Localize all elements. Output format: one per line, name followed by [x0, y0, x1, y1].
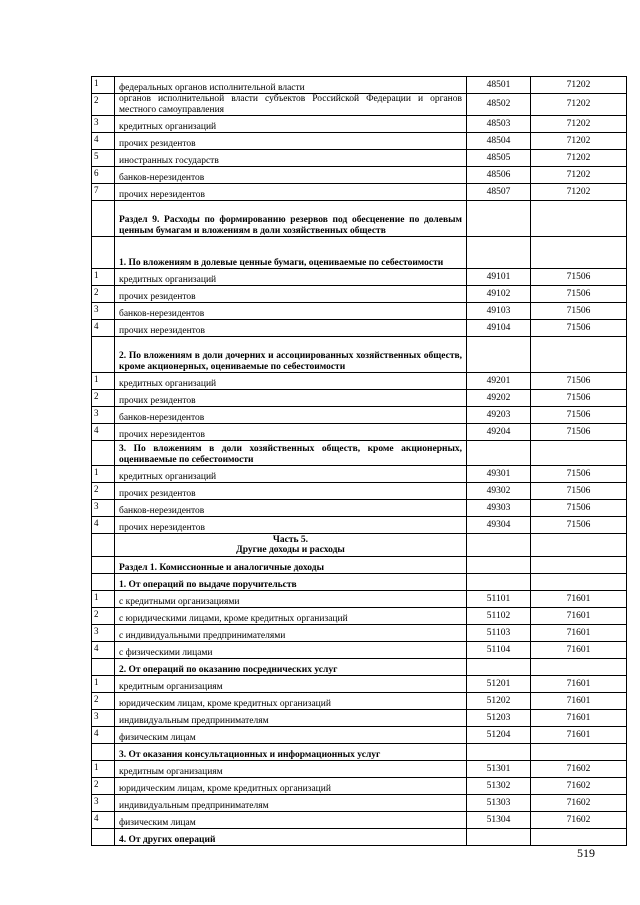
row-number-empty	[92, 574, 115, 591]
table-row	[92, 812, 627, 829]
row-code: 48501	[467, 77, 531, 94]
table-row	[92, 150, 627, 167]
row-account: 71602	[531, 761, 627, 778]
row-code: 51103	[467, 625, 531, 642]
row-code: 49302	[467, 483, 531, 500]
table-row	[92, 591, 627, 608]
row-account: 71506	[531, 500, 627, 517]
row-code-empty	[467, 534, 531, 557]
table-row	[92, 269, 627, 286]
row-number: 2	[92, 286, 115, 303]
row-account: 71202	[531, 94, 627, 116]
row-description: кредитных организаций	[115, 269, 467, 286]
row-number-empty	[92, 659, 115, 676]
table-row	[92, 303, 627, 320]
table-row	[92, 625, 627, 642]
table-row	[92, 373, 627, 390]
row-account: 71506	[531, 517, 627, 534]
row-description: индивидуальным предпринимателям	[115, 710, 467, 727]
row-account: 71601	[531, 591, 627, 608]
row-number: 4	[92, 642, 115, 659]
row-number-empty	[92, 201, 115, 237]
table-row	[92, 94, 627, 116]
section-header-row	[92, 337, 627, 373]
row-description: прочих резидентов	[115, 390, 467, 407]
row-account: 71202	[531, 184, 627, 201]
row-number: 4	[92, 727, 115, 744]
row-code: 49201	[467, 373, 531, 390]
section-heading: Раздел 9. Расходы по формированию резервов под обесценение по долевым ценным бумагам и вложениям в доли хозяйственных обществ	[115, 201, 467, 237]
row-number: 2	[92, 608, 115, 625]
table-row	[92, 483, 627, 500]
table-row	[92, 167, 627, 184]
row-code: 49104	[467, 320, 531, 337]
table-row	[92, 407, 627, 424]
row-account: 71601	[531, 710, 627, 727]
row-code: 51203	[467, 710, 531, 727]
row-code-empty	[467, 337, 531, 373]
table-row	[92, 676, 627, 693]
section-heading: 2. По вложениям в доли дочерних и ассоциированных хозяйственных обществ, кроме акционерных, оцениваемые по себестоимости	[115, 337, 467, 373]
section-header-row	[92, 744, 627, 761]
table-row	[92, 693, 627, 710]
row-description: кредитных организаций	[115, 466, 467, 483]
row-number: 3	[92, 625, 115, 642]
row-code-empty	[467, 659, 531, 676]
row-number: 4	[92, 517, 115, 534]
row-account: 71602	[531, 812, 627, 829]
row-account: 71602	[531, 778, 627, 795]
row-code: 51302	[467, 778, 531, 795]
section-header-row	[92, 441, 627, 466]
row-code: 49203	[467, 407, 531, 424]
row-account: 71506	[531, 424, 627, 441]
row-description: физическим лицам	[115, 727, 467, 744]
row-description: юридическим лицам, кроме кредитных организаций	[115, 778, 467, 795]
row-description: с индивидуальными предпринимателями	[115, 625, 467, 642]
row-number: 6	[92, 167, 115, 184]
table-row	[92, 133, 627, 150]
row-account: 71506	[531, 320, 627, 337]
page-number: 519	[577, 846, 595, 860]
row-code-empty	[467, 829, 531, 846]
row-number-empty	[92, 337, 115, 373]
section-header-row	[92, 557, 627, 574]
row-account: 71202	[531, 77, 627, 94]
row-description: прочих нерезидентов	[115, 517, 467, 534]
table-row	[92, 642, 627, 659]
row-code: 49202	[467, 390, 531, 407]
part-title: Часть 5.	[272, 534, 309, 545]
row-code: 51102	[467, 608, 531, 625]
section-header-row	[92, 237, 627, 269]
section-header-row	[92, 574, 627, 591]
row-account: 71601	[531, 625, 627, 642]
table-row	[92, 184, 627, 201]
row-description: банков-нерезидентов	[115, 303, 467, 320]
table-row	[92, 424, 627, 441]
table-row	[92, 116, 627, 133]
row-number: 4	[92, 812, 115, 829]
table-row	[92, 727, 627, 744]
row-code: 49304	[467, 517, 531, 534]
row-code: 48505	[467, 150, 531, 167]
row-account-empty	[531, 441, 627, 466]
table-row	[92, 710, 627, 727]
table-row	[92, 390, 627, 407]
row-account: 71506	[531, 269, 627, 286]
row-number: 2	[92, 390, 115, 407]
row-description: прочих нерезидентов	[115, 424, 467, 441]
row-code-empty	[467, 201, 531, 237]
section-heading: 4. От других операций	[115, 829, 467, 846]
row-code: 48502	[467, 94, 531, 116]
row-description: с юридическими лицами, кроме кредитных организаций	[115, 608, 467, 625]
row-code-empty	[467, 237, 531, 269]
section-heading: 1. По вложениям в долевые ценные бумаги, оцениваемые по себестоимости	[115, 237, 467, 269]
section-heading: Раздел 1. Комиссионные и аналогичные доходы	[115, 557, 467, 574]
row-number: 3	[92, 795, 115, 812]
row-number: 3	[92, 116, 115, 133]
section-header-row	[92, 201, 627, 237]
table-row	[92, 608, 627, 625]
row-description: физическим лицам	[115, 812, 467, 829]
row-number: 1	[92, 761, 115, 778]
row-number-empty	[92, 557, 115, 574]
row-code: 49102	[467, 286, 531, 303]
row-account-empty	[531, 829, 627, 846]
row-number: 5	[92, 150, 115, 167]
row-number: 1	[92, 373, 115, 390]
row-code: 51303	[467, 795, 531, 812]
section-heading: 3. От оказания консультационных и информационных услуг	[115, 744, 467, 761]
table-row	[92, 77, 627, 94]
row-description: прочих нерезидентов	[115, 320, 467, 337]
row-code: 49303	[467, 500, 531, 517]
row-number-empty	[92, 829, 115, 846]
table-row	[92, 517, 627, 534]
row-account-empty	[531, 557, 627, 574]
row-description: с кредитными организациями	[115, 591, 467, 608]
row-number-empty	[92, 534, 115, 557]
row-code: 48504	[467, 133, 531, 150]
row-code: 48506	[467, 167, 531, 184]
row-number: 2	[92, 483, 115, 500]
row-number: 3	[92, 710, 115, 727]
row-code: 48503	[467, 116, 531, 133]
row-account: 71202	[531, 167, 627, 184]
row-account: 71601	[531, 693, 627, 710]
row-account: 71506	[531, 483, 627, 500]
row-account: 71202	[531, 116, 627, 133]
row-number: 1	[92, 466, 115, 483]
row-number: 4	[92, 424, 115, 441]
row-number-empty	[92, 441, 115, 466]
row-code: 51202	[467, 693, 531, 710]
row-account: 71506	[531, 390, 627, 407]
row-account: 71601	[531, 642, 627, 659]
row-account: 71506	[531, 303, 627, 320]
row-account: 71601	[531, 676, 627, 693]
row-code: 51201	[467, 676, 531, 693]
row-description: прочих резидентов	[115, 133, 467, 150]
row-description: банков-нерезидентов	[115, 407, 467, 424]
row-account-empty	[531, 574, 627, 591]
row-description: прочих нерезидентов	[115, 184, 467, 201]
row-description: федеральных органов исполнительной власти	[115, 77, 467, 94]
part-heading	[115, 534, 467, 557]
row-code: 49301	[467, 466, 531, 483]
row-number: 1	[92, 676, 115, 693]
row-number: 1	[92, 591, 115, 608]
table-row	[92, 466, 627, 483]
section-heading: 2. От операций по оказанию посреднических услуг	[115, 659, 467, 676]
row-description: банков-нерезидентов	[115, 167, 467, 184]
row-account-empty	[531, 201, 627, 237]
row-code-empty	[467, 557, 531, 574]
row-code-empty	[467, 441, 531, 466]
table-row	[92, 286, 627, 303]
table-row	[92, 778, 627, 795]
row-account-empty	[531, 237, 627, 269]
row-number: 3	[92, 407, 115, 424]
row-description: кредитным организациям	[115, 761, 467, 778]
row-number: 2	[92, 778, 115, 795]
row-number: 4	[92, 133, 115, 150]
table-row	[92, 761, 627, 778]
row-account: 71601	[531, 608, 627, 625]
section-heading: 1. От операций по выдаче поручительств	[115, 574, 467, 591]
row-description: с физическими лицами	[115, 642, 467, 659]
row-number: 3	[92, 303, 115, 320]
row-description: кредитным организациям	[115, 676, 467, 693]
table-row	[92, 320, 627, 337]
row-account: 71506	[531, 373, 627, 390]
row-account: 71202	[531, 133, 627, 150]
row-number: 3	[92, 500, 115, 517]
section-header-row	[92, 829, 627, 846]
accounts-table	[91, 76, 627, 846]
row-description: кредитных организаций	[115, 116, 467, 133]
row-description: органов исполнительной власти субъектов Российской Федерации и органов местного самоуправления	[115, 94, 467, 116]
row-account-empty	[531, 534, 627, 557]
row-code-empty	[467, 574, 531, 591]
row-account-empty	[531, 337, 627, 373]
row-description: кредитных организаций	[115, 373, 467, 390]
row-account: 71602	[531, 795, 627, 812]
row-account: 71202	[531, 150, 627, 167]
row-description: прочих резидентов	[115, 286, 467, 303]
row-number-empty	[92, 237, 115, 269]
row-code: 51101	[467, 591, 531, 608]
row-description: иностранных государств	[115, 150, 467, 167]
row-number: 2	[92, 693, 115, 710]
row-description: банков-нерезидентов	[115, 500, 467, 517]
accounts-table-body	[92, 77, 627, 846]
row-code: 51304	[467, 812, 531, 829]
row-account-empty	[531, 659, 627, 676]
table-row	[92, 500, 627, 517]
row-account: 71506	[531, 286, 627, 303]
row-account: 71506	[531, 466, 627, 483]
row-description: индивидуальным предпринимателям	[115, 795, 467, 812]
row-code: 49103	[467, 303, 531, 320]
row-code: 48507	[467, 184, 531, 201]
part-subtitle: Другие доходы и расходы	[236, 545, 345, 555]
part-header-row	[92, 534, 627, 557]
row-code: 49204	[467, 424, 531, 441]
table-row	[92, 795, 627, 812]
row-number-empty	[92, 744, 115, 761]
row-code-empty	[467, 744, 531, 761]
row-number: 1	[92, 77, 115, 94]
row-number: 4	[92, 320, 115, 337]
section-header-row	[92, 659, 627, 676]
row-account: 71601	[531, 727, 627, 744]
row-code: 49101	[467, 269, 531, 286]
row-number: 7	[92, 184, 115, 201]
row-description: юридическим лицам, кроме кредитных организаций	[115, 693, 467, 710]
row-number: 1	[92, 269, 115, 286]
row-account-empty	[531, 744, 627, 761]
row-account: 71506	[531, 407, 627, 424]
row-description: прочих резидентов	[115, 483, 467, 500]
row-code: 51104	[467, 642, 531, 659]
row-code: 51301	[467, 761, 531, 778]
section-heading: 3. По вложениям в доли хозяйственных обществ, кроме акционерных, оцениваемые по себестоимости	[115, 441, 467, 466]
row-number: 2	[92, 94, 115, 116]
row-code: 51204	[467, 727, 531, 744]
